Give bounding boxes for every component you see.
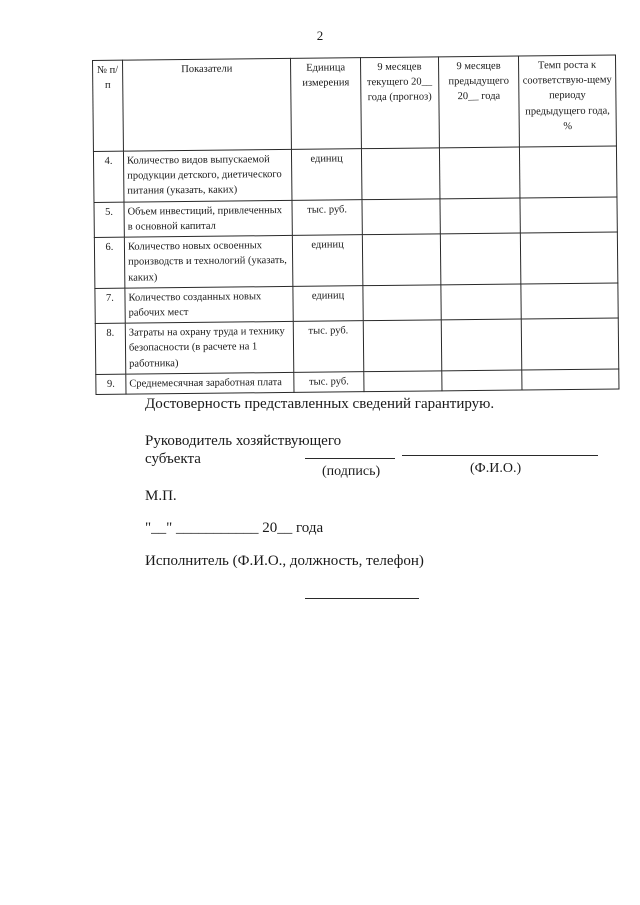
page-number: 2 [316, 28, 324, 43]
row-unit: тыс. руб. [294, 372, 364, 393]
row-unit: тыс. руб. [292, 199, 362, 235]
row-rate-value[interactable] [519, 146, 617, 198]
row-indicator: Среднемесячная заработная плата [126, 372, 295, 394]
table-header-row [93, 55, 617, 151]
row-previous-value[interactable] [441, 319, 522, 370]
row-number: 5. [94, 202, 124, 238]
row-current-value[interactable] [364, 371, 442, 392]
row-indicator: Количество видов выпускаемой продукции детского, диетического питания (указать, каких) [123, 149, 292, 201]
header-unit: Единица измерения [291, 58, 361, 150]
row-current-value[interactable] [363, 285, 442, 321]
header-number: № п/п [93, 60, 124, 151]
stamp-mark: М.П. [145, 488, 177, 504]
row-number: 4. [93, 151, 123, 202]
head-label-line1: Руководитель хозяйствующего [145, 433, 342, 449]
header-previous-period: 9 месяцев предыдущего 20__ года [438, 56, 519, 148]
signature-line[interactable] [305, 458, 395, 459]
table-row [95, 318, 619, 374]
row-indicator: Затраты на охрану труда и технику безопасности (в расчете на 1 работника) [125, 322, 294, 374]
row-current-value[interactable] [362, 199, 441, 235]
guarantee-statement: Достоверность представленных сведений гарантирую. [145, 396, 495, 412]
row-unit: единиц [293, 285, 363, 321]
row-unit: единиц [293, 235, 363, 286]
row-number: 6. [94, 237, 124, 288]
row-rate-value[interactable] [520, 232, 618, 284]
row-number: 8. [95, 323, 125, 374]
header-growth-rate: Темп роста к соответствую-щему периоду предыдущего года, % [518, 55, 616, 147]
row-rate-value[interactable] [521, 318, 619, 370]
report-table [92, 55, 619, 396]
head-label-line2: субъекта [145, 451, 201, 467]
table-row [94, 232, 618, 288]
header-indicators: Показатели [122, 58, 291, 151]
table-row [96, 369, 619, 395]
row-indicator: Количество созданных новых рабочих мест [125, 286, 294, 323]
row-previous-value[interactable] [441, 284, 521, 320]
row-previous-value[interactable] [440, 233, 521, 284]
table-row [94, 197, 617, 238]
row-current-value[interactable] [361, 148, 440, 199]
row-current-value[interactable] [362, 234, 441, 285]
row-number: 9. [96, 374, 126, 395]
row-rate-value[interactable] [522, 369, 619, 390]
row-previous-value[interactable] [439, 147, 520, 198]
table-row [95, 283, 618, 324]
row-unit: единиц [292, 149, 362, 200]
executor-line[interactable] [305, 598, 419, 599]
signature-caption: (подпись) [322, 464, 381, 479]
row-rate-value[interactable] [520, 197, 617, 233]
row-rate-value[interactable] [521, 283, 618, 319]
row-unit: тыс. руб. [294, 321, 364, 372]
row-number: 7. [95, 288, 125, 324]
row-current-value[interactable] [363, 320, 442, 371]
table-row [93, 146, 617, 202]
fio-caption: (Ф.И.О.) [470, 461, 522, 476]
date-line: "__" ___________ 20__ года [145, 520, 324, 536]
row-indicator: Количество новых освоенных производств и технологий (указать, каких) [124, 236, 293, 288]
header-current-period: 9 месяцев текущего 20__ года (прогноз) [360, 57, 439, 149]
row-indicator: Объем инвестиций, привлеченных в основной капитал [124, 200, 293, 237]
fio-line[interactable] [402, 455, 598, 456]
row-previous-value[interactable] [442, 370, 522, 391]
row-previous-value[interactable] [440, 198, 520, 234]
executor-label: Исполнитель (Ф.И.О., должность, телефон) [145, 553, 424, 569]
